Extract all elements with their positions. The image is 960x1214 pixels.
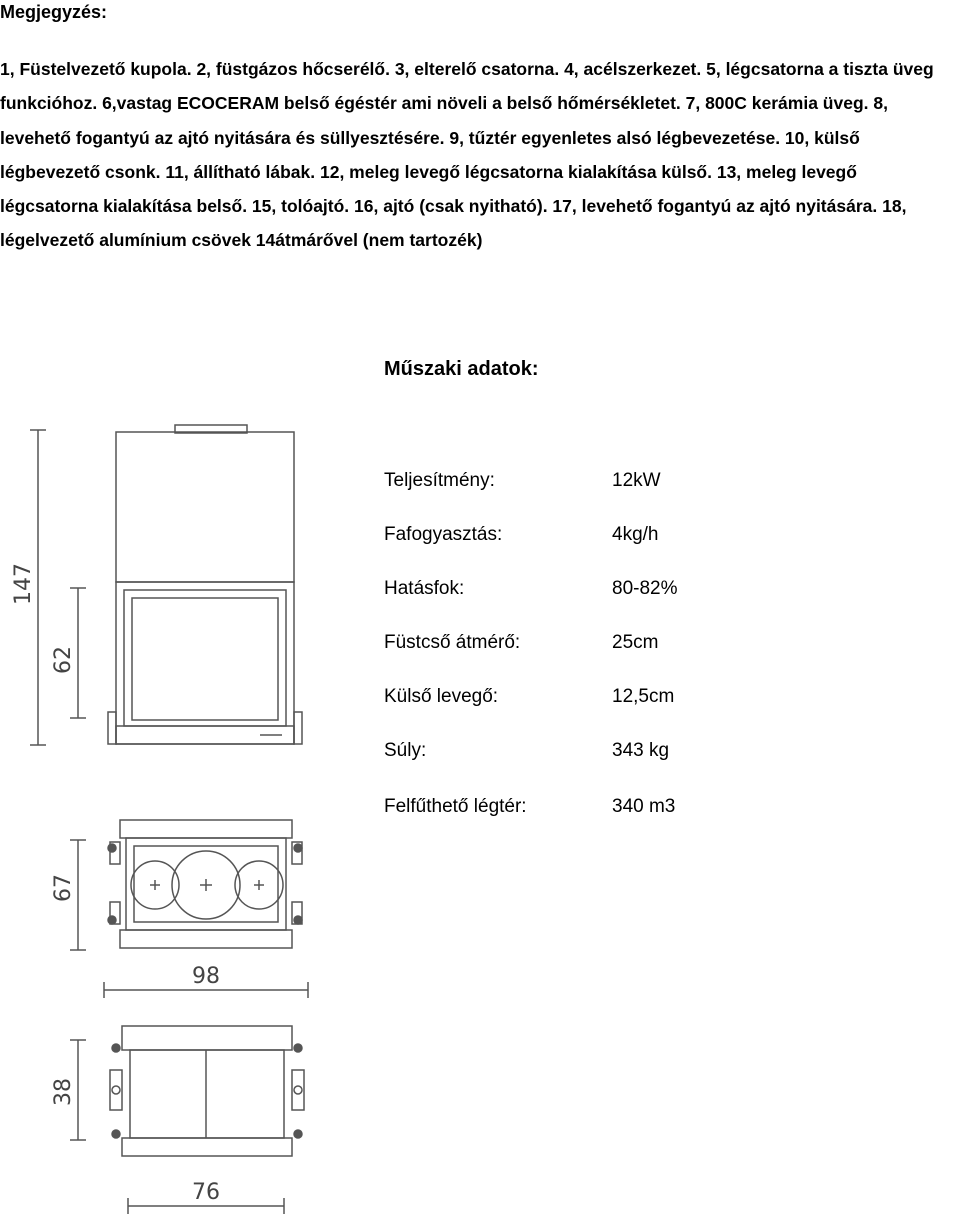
dim-label-total-height: 147 <box>11 563 36 605</box>
spec-label: Külső levegő: <box>384 686 499 707</box>
spec-label: Hatásfok: <box>384 578 465 599</box>
spec-label: Felfűthető légtér: <box>384 796 527 817</box>
spec-value: 12,5cm <box>612 686 675 707</box>
spec-value: 25cm <box>612 632 659 653</box>
specs-title: Műszaki adatok: <box>384 358 539 380</box>
dim-label-bottom-width: 76 <box>192 1180 220 1205</box>
spec-label: Fafogyasztás: <box>384 524 503 545</box>
spec-label: Teljesítmény: <box>384 470 495 491</box>
spec-label: Füstcső átmérő: <box>384 632 521 653</box>
spec-label: Súly: <box>384 740 427 761</box>
notes-text: 1, Füstelvezető kupola. 2, füstgázos hőcserélő. 3, elterelő csatorna. 4, acélszerkezet. 5, légcsatorna a tiszta üveg funkcióhoz. 6,vastag ECOCERAM belső égéstér ami növeli a belső hőmérsékletet. 7, 800C kerámia üveg. 8, levehető fogantyú az ajtó nyitására és süllyesztésére. 9, tűztér egyenletes alsó légbevezetése. 10, külső légbevezető csonk. 11, állítható lábak. 12, meleg levegő légcsatorna kialakítása külső. 13, meleg levegő légcsatorna kialakítása belső. 15, tolóajtó. 16, ajtó (csak nyitható). 17, levehető fogantyú az ajtó nyitására. 18, légelvezető alumínium csövek 14átmárővel (nem tartozék) <box>0 59 934 251</box>
spec-value: 80-82% <box>612 578 678 599</box>
dim-label-door-height: 62 <box>51 646 76 674</box>
spec-value: 4kg/h <box>612 524 659 545</box>
notes-title: Megjegyzés: <box>0 2 108 22</box>
top-view <box>51 820 308 998</box>
dim-label-top-depth: 67 <box>51 874 76 902</box>
dim-label-top-width: 98 <box>192 964 220 989</box>
spec-value: 343 kg <box>612 740 670 761</box>
spec-value: 340 m3 <box>612 796 676 817</box>
front-view <box>11 425 302 745</box>
spec-value: 12kW <box>612 470 661 491</box>
dim-label-bottom-depth: 38 <box>51 1078 76 1106</box>
bottom-view <box>51 1026 304 1214</box>
